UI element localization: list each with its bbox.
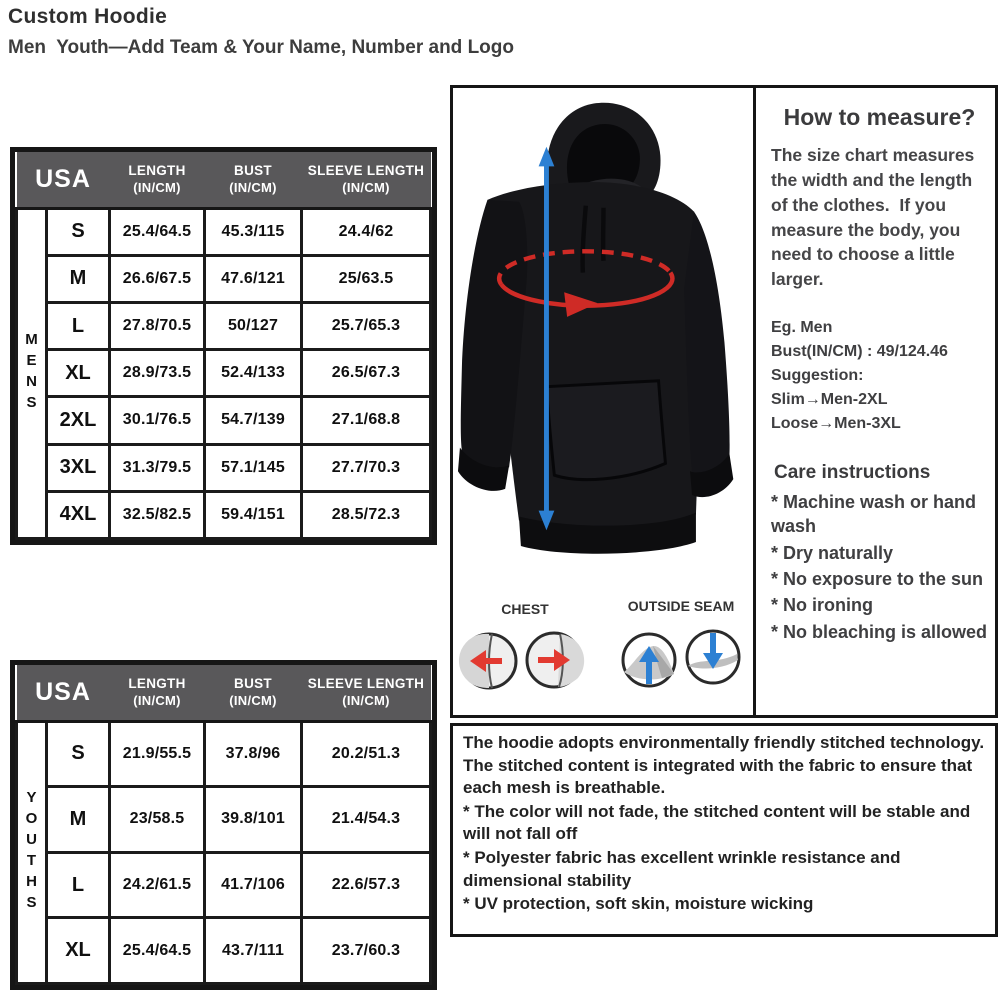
- description-paragraph: * The color will not fade, the stitched content will be stable and will not fall off: [463, 801, 971, 844]
- size-cell: XL: [47, 350, 110, 397]
- table-row: [17, 721, 431, 787]
- size-cell: S: [47, 721, 110, 787]
- bust-cell: 37.8/96: [205, 721, 302, 787]
- length-cell: 28.9/73.5: [110, 350, 205, 397]
- mens-col-bust: BUST (IN/CM): [205, 152, 302, 208]
- youth-group-label: YOUTHS: [23, 789, 40, 916]
- table-row: [17, 852, 431, 918]
- chest-measure-left-icon: [459, 634, 516, 688]
- mens-group-label: MENS: [23, 331, 40, 416]
- youth-header-row: [17, 665, 431, 721]
- care-item: * No bleaching is allowed: [771, 621, 988, 642]
- page-subtitle: Men Youth—Add Team & Your Name, Number and Logo: [8, 37, 514, 58]
- measure-heading: How to measure?: [783, 104, 976, 130]
- table-row: [17, 350, 431, 397]
- size-cell: S: [47, 208, 110, 255]
- page-title: Custom Hoodie: [8, 5, 168, 28]
- sleeve-cell: 21.4/54.3: [302, 787, 431, 853]
- youth-col-sleeve: SLEEVE LENGTH (IN/CM): [302, 665, 431, 721]
- size-cell: L: [47, 302, 110, 349]
- table-row: [17, 302, 431, 349]
- table-row: [17, 444, 431, 491]
- sleeve-cell: 27.1/68.8: [302, 397, 431, 444]
- sleeve-cell: 24.4/62: [302, 208, 431, 255]
- sleeve-cell: 27.7/70.3: [302, 444, 431, 491]
- example-line: Slim→Men-2XL: [771, 391, 888, 409]
- table-row: [17, 255, 431, 302]
- measure-body-text: The size chart measures the width and the length of the clothes. If you measure the body, you need to choose a little larger.: [771, 145, 980, 290]
- bust-cell: 57.1/145: [205, 444, 302, 491]
- sleeve-cell: 25/63.5: [302, 255, 431, 302]
- youth-col-length: LENGTH (IN/CM): [110, 665, 205, 721]
- care-item: * Dry naturally: [771, 542, 894, 563]
- description-paragraph: * UV protection, soft skin, moisture wicking: [463, 894, 814, 914]
- size-cell: 4XL: [47, 491, 110, 538]
- mens-group-cell: [17, 208, 47, 539]
- size-cell: 3XL: [47, 444, 110, 491]
- table-row: [17, 208, 431, 255]
- length-cell: 26.6/67.5: [110, 255, 205, 302]
- chest-label: CHEST: [501, 601, 549, 617]
- seam-measure-down-icon: [687, 631, 739, 683]
- sleeve-cell: 25.7/65.3: [302, 302, 431, 349]
- mens-header-row: [17, 152, 431, 208]
- outside-seam-label: OUTSIDE SEAM: [627, 598, 735, 614]
- mens-size-chart: [10, 147, 437, 545]
- care-list: [771, 490, 988, 644]
- how-to-measure-column: [759, 88, 998, 715]
- bust-cell: 50/127: [205, 302, 302, 349]
- mens-col-length: LENGTH (IN/CM): [110, 152, 205, 208]
- size-example-block: [771, 316, 988, 436]
- length-cell: 24.2/61.5: [110, 852, 205, 918]
- length-cell: 32.5/82.5: [110, 491, 205, 538]
- bust-cell: 54.7/139: [205, 397, 302, 444]
- care-item: * No exposure to the sun: [771, 568, 984, 589]
- sleeve-cell: 23.7/60.3: [302, 918, 431, 984]
- table-row: [17, 787, 431, 853]
- measure-icons: [456, 586, 751, 706]
- length-cell: 25.4/64.5: [110, 918, 205, 984]
- table-row: [17, 491, 431, 538]
- description-paragraph: * Polyester fabric has excellent wrinkle resistance and dimensional stability: [463, 848, 901, 890]
- care-heading: Care instructions: [774, 462, 931, 484]
- mens-col-sleeve: SLEEVE LENGTH (IN/CM): [302, 152, 431, 208]
- bust-cell: 43.7/111: [205, 918, 302, 984]
- description-paragraph: The hoodie adopts environmentally friendly stitched technology. The stitched content is integrated with the fabric to ensure that each mesh is breathable.: [463, 733, 985, 798]
- length-cell: 21.9/55.5: [110, 721, 205, 787]
- mens-size-table: [15, 152, 432, 540]
- panel-divider: [753, 88, 756, 715]
- example-line: Suggestion:: [771, 367, 864, 385]
- size-cell: 2XL: [47, 397, 110, 444]
- mens-region-header: USA: [17, 152, 110, 208]
- table-row: [17, 397, 431, 444]
- product-description-box: [450, 723, 998, 937]
- bust-cell: 39.8/101: [205, 787, 302, 853]
- length-cell: 27.8/70.5: [110, 302, 205, 349]
- bust-cell: 45.3/115: [205, 208, 302, 255]
- bust-cell: 47.6/121: [205, 255, 302, 302]
- table-row: [17, 918, 431, 984]
- bust-cell: 59.4/151: [205, 491, 302, 538]
- length-cell: 23/58.5: [110, 787, 205, 853]
- example-line: Loose→Men-3XL: [771, 415, 901, 433]
- youth-col-bust: BUST (IN/CM): [205, 665, 302, 721]
- example-line: Bust(IN/CM) : 49/124.46: [771, 343, 948, 361]
- seam-measure-up-icon: [623, 634, 675, 686]
- youth-size-chart: [10, 660, 437, 990]
- length-cell: 25.4/64.5: [110, 208, 205, 255]
- example-line: Eg. Men: [771, 319, 833, 337]
- size-cell: M: [47, 255, 110, 302]
- care-item: * No ironing: [771, 595, 873, 616]
- bust-cell: 41.7/106: [205, 852, 302, 918]
- measure-panel: [450, 85, 998, 718]
- length-cell: 30.1/76.5: [110, 397, 205, 444]
- size-cell: M: [47, 787, 110, 853]
- size-cell: XL: [47, 918, 110, 984]
- youth-size-table: [15, 665, 432, 985]
- sleeve-cell: 26.5/67.3: [302, 350, 431, 397]
- bust-cell: 52.4/133: [205, 350, 302, 397]
- hoodie-product-image: [456, 90, 751, 585]
- sleeve-cell: 22.6/57.3: [302, 852, 431, 918]
- length-cell: 31.3/79.5: [110, 444, 205, 491]
- youth-group-cell: [17, 721, 47, 984]
- sleeve-cell: 20.2/51.3: [302, 721, 431, 787]
- youth-region-header: USA: [17, 665, 110, 721]
- care-item: * Machine wash or hand wash: [771, 492, 977, 537]
- chest-measure-right-icon: [527, 633, 584, 687]
- sleeve-cell: 28.5/72.3: [302, 491, 431, 538]
- size-cell: L: [47, 852, 110, 918]
